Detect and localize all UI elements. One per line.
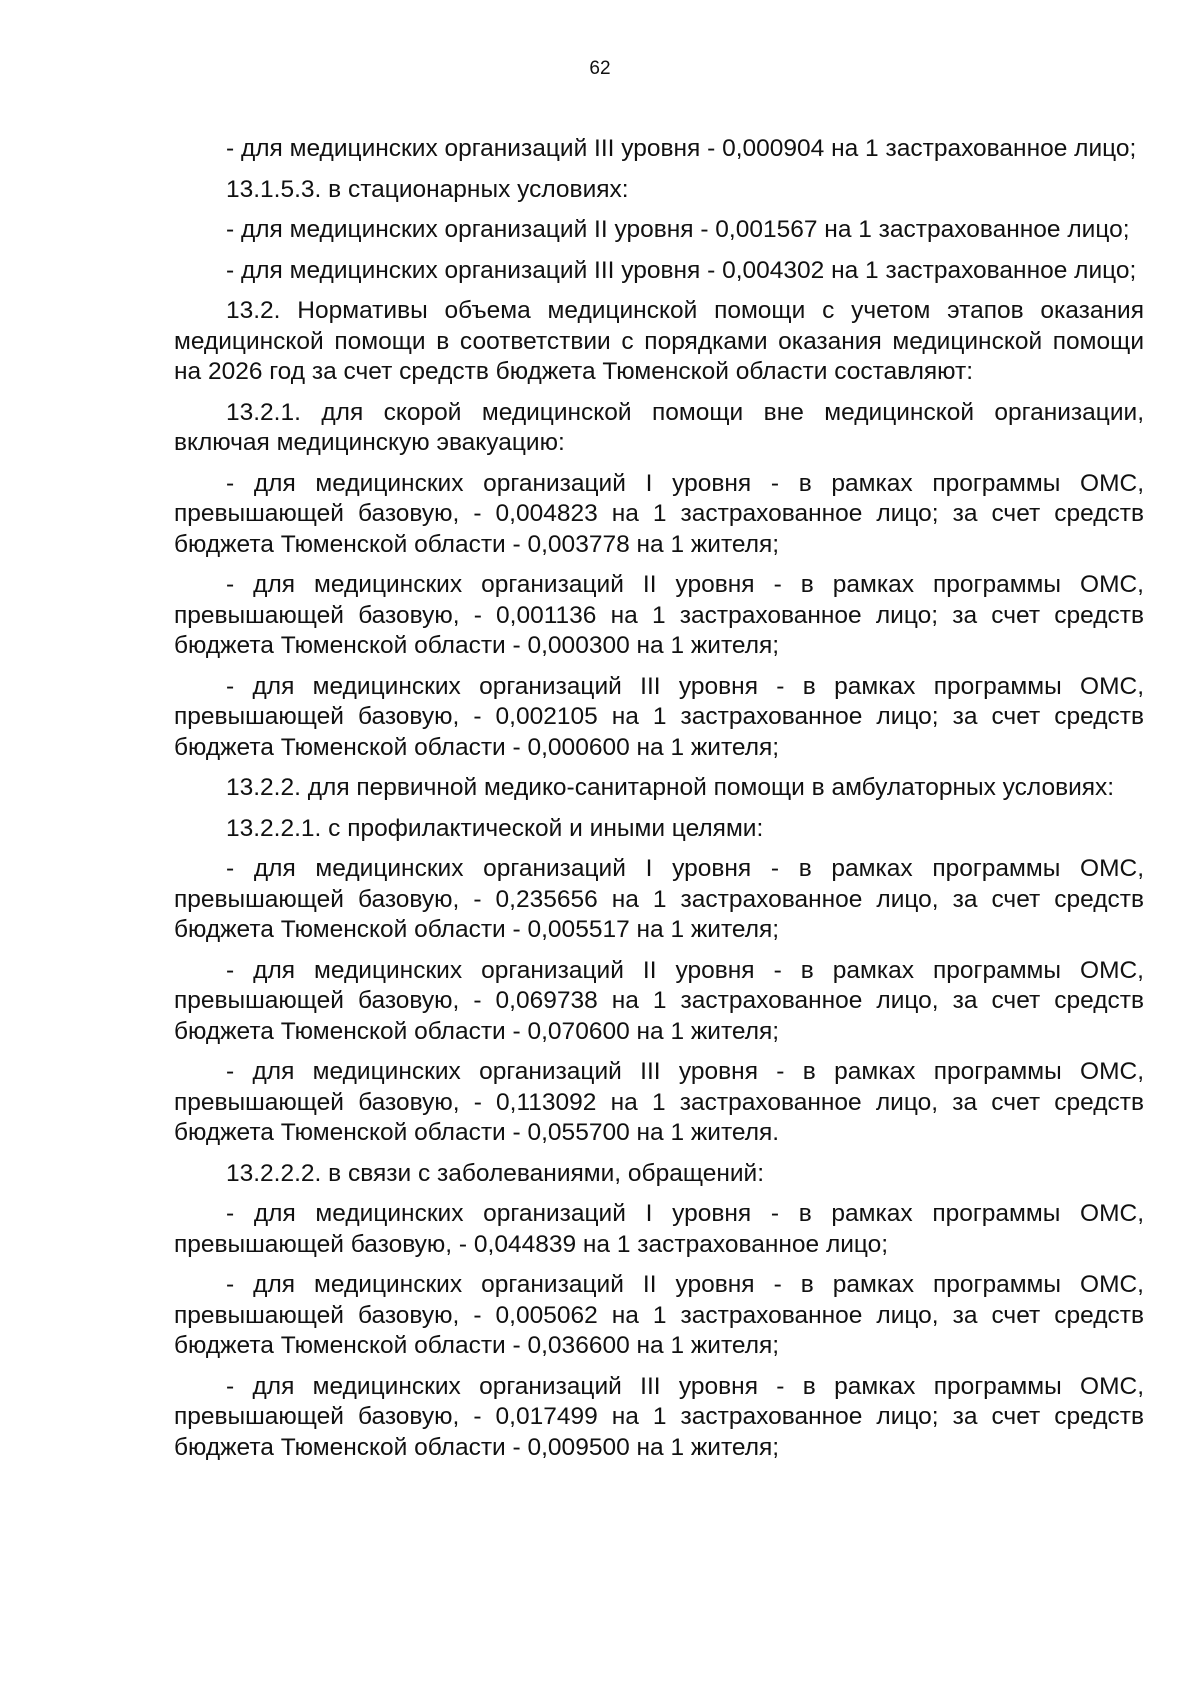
section-heading: 13.2.2.1. с профилактической и иными целями: [226,814,764,842]
section-heading: 13.1.5.3. в стационарных условиях: [226,175,629,203]
section-heading: 13.2.2.2. в связи с заболеваниями, обращений: [226,1159,765,1187]
paragraph: - для медицинских организаций III уровня - в рамках программы ОМС, превышающей базовую, - 0,002105 на 1 застрахованное лицо; за счет средств бюджета Тюменской области - 0,000600 на 1 жителя; [174,672,1144,761]
paragraph: - для медицинских организаций III уровня - 0,004302 на 1 застрахованное лицо; [226,256,1137,284]
paragraph: - для медицинских организаций I уровня - в рамках программы ОМС, превышающей базовую, - 0,004823 на 1 застрахованное лицо; за счет средств бюджета Тюменской области - 0,003778 на 1 жителя; [174,469,1144,558]
section-heading: 13.2.1. для скорой медицинской помощи вне медицинской организации, включая медицинскую эвакуацию: [174,398,1144,456]
paragraph: - для медицинских организаций I уровня - в рамках программы ОМС, превышающей базовую, - 0,044839 на 1 застрахованное лицо; [174,1200,1144,1258]
paragraph: - для медицинских организаций III уровня - 0,000904 на 1 застрахованное лицо; [226,135,1137,162]
paragraph: - для медицинских организаций II уровня - в рамках программы ОМС, превышающей базовую, - 0,005062 на 1 застрахованное лицо, за счет средств бюджета Тюменской области - 0,036600 на 1 жителя; [174,1271,1144,1359]
paragraph: - для медицинских организаций I уровня - в рамках программы ОМС, превышающей базовую, - 0,235656 на 1 застрахованное лицо, за счет средств бюджета Тюменской области - 0,005517 на 1 жителя; [174,855,1144,943]
paragraph: - для медицинских организаций II уровня - 0,001567 на 1 застрахованное лицо; [226,216,1130,243]
section-heading: 13.2. Нормативы объема медицинской помощи с учетом этапов оказания медицинской помощи в соответствии с порядками оказания медицинской помощи на 2026 год за счет средств бюджета Тюменской области составляют: [174,297,1144,385]
paragraph: - для медицинских организаций II уровня - в рамках программы ОМС, превышающей базовую, - 0,001136 на 1 застрахованное лицо; за счет средств бюджета Тюменской области - 0,000300 на 1 жителя; [174,571,1144,659]
document-body [174,134,1144,1473]
paragraph: - для медицинских организаций III уровня - в рамках программы ОМС, превышающей базовую, - 0,017499 на 1 застрахованное лицо; за счет средств бюджета Тюменской области - 0,009500 на 1 жителя; [174,1372,1144,1461]
paragraph: - для медицинских организаций III уровня - в рамках программы ОМС, превышающей базовую, - 0,113092 на 1 застрахованное лицо, за счет средств бюджета Тюменской области - 0,055700 на 1 жителя. [174,1058,1144,1146]
section-heading: 13.2.2. для первичной медико-санитарной помощи в амбулаторных условиях: [226,774,1115,801]
paragraph: - для медицинских организаций II уровня - в рамках программы ОМС, превышающей базовую, - 0,069738 на 1 застрахованное лицо, за счет средств бюджета Тюменской области - 0,070600 на 1 жителя; [174,956,1144,1045]
page-number: 62 [589,58,611,79]
